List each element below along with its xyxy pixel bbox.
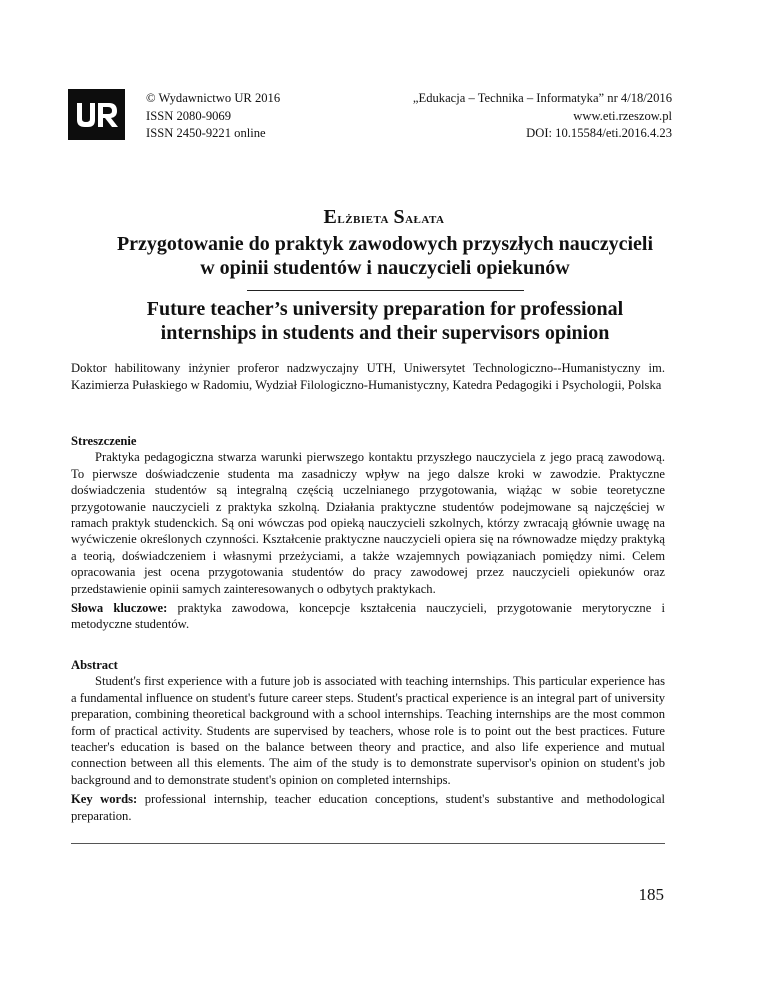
author-affiliation: Doktor habilitowany inżynier proferor nadzwyczajny UTH, Uniwersytet Technologiczno--Humanistyczny im. Kazimierza Pułaskiego w Radomiu, Wydział Filologiczno-Humanistyczny, Katedra Pedagogiki i Psychologii, Polska: [71, 361, 665, 392]
author-name: Elżbieta Sałata: [323, 206, 445, 228]
title-polish: Przygotowanie do praktyk zawodowych przyszłych nauczycieli w opinii studentów i nauczycieli opiekunów: [116, 233, 654, 279]
abstract-keywords: Key words: professional internship, teacher education conceptions, student's substantive and methodological preparation.: [71, 792, 665, 823]
journal-info: [413, 90, 672, 143]
streszczenie-keywords: Słowa kluczowe: praktyka zawodowa, koncepcje kształcenia nauczycieli, przygotowanie merytoryczne i metodyczne studentów.: [71, 601, 666, 632]
publisher-copyright: © Wydawnictwo UR 2016: [146, 91, 281, 105]
page-number: 185: [638, 885, 664, 904]
streszczenie-section: [71, 433, 665, 633]
footer-divider: [71, 843, 665, 844]
abstract-heading: Abstract: [71, 658, 118, 672]
journal-name: „Edukacja – Technika – Informatyka” nr 4/18/2016: [412, 91, 672, 105]
publisher-logo: [68, 89, 125, 140]
publisher-info: [146, 90, 280, 143]
issn-online: ISSN 2450-9221 online: [146, 126, 266, 140]
streszczenie-heading: Streszczenie: [71, 434, 137, 448]
streszczenie-text: Praktyka pedagogiczna stwarza warunki pierwszego kontaktu przyszłego nauczyciela z jego pracą zawodową. To pierwsze doświadczenie studenta ma zasadniczy wpływ na jego dalsze kroki w zawodzie. Praktyczne doświadczenia studentów są integralną częścią uczelnianego przygotowania, wiążąc w sobie teoretyczne przygotowanie nauczycieli z praktyka szkolną. Działania praktyczne studentów podejmowane są najczęściej w ramach praktyk studenckich. Są oni wówczas pod opieką nauczycieli szkolnych, którzy zwracają głównie uwagę na wyćwiczenie określonych czynności. Kształcenie praktyczne nauczycieli opiera się na równowadze między praktyką a teorią, doświadczeniem i własnymi przeżyciami, a także wzajemnych powiązaniach pomiędzy nimi. Celem opracowania jest ocena przygotowania studentów do pracy zawodowej przez nauczycieli opiekunów oraz przedstawienie opinii samych zainteresowanych o odbytych praktykach.: [71, 450, 665, 596]
doi[interactable]: DOI: 10.15584/eti.2016.4.23: [526, 126, 672, 140]
title-divider: [247, 290, 524, 291]
abstract-text: Student's first experience with a future job is associated with teaching internships. This particular experience has a fundamental influence on student's future career steps. Student's practical experience is an integral part of university preparation, combining theoretical background with a school internships. Teaching internships are the most common form of practical activity. Students are supervised by teachers, whose role is to point out the best practices. Future teacher's education is based on the balance between theory and practice, and also life experience and mutual connection between all this elements. The aim of the study is to demonstrate supervisor's opinion on student's job background and to demonstrate student's opinion on completed internships.: [71, 674, 665, 787]
issn-print: ISSN 2080-9069: [146, 108, 232, 123]
title-english: Future teacher’s university preparation for professional internships in students and their supervisors opinion: [146, 298, 624, 344]
ur-logo-icon: [74, 100, 120, 130]
journal-website[interactable]: www.eti.rzeszow.pl: [573, 108, 672, 123]
abstract-section: [71, 657, 665, 824]
